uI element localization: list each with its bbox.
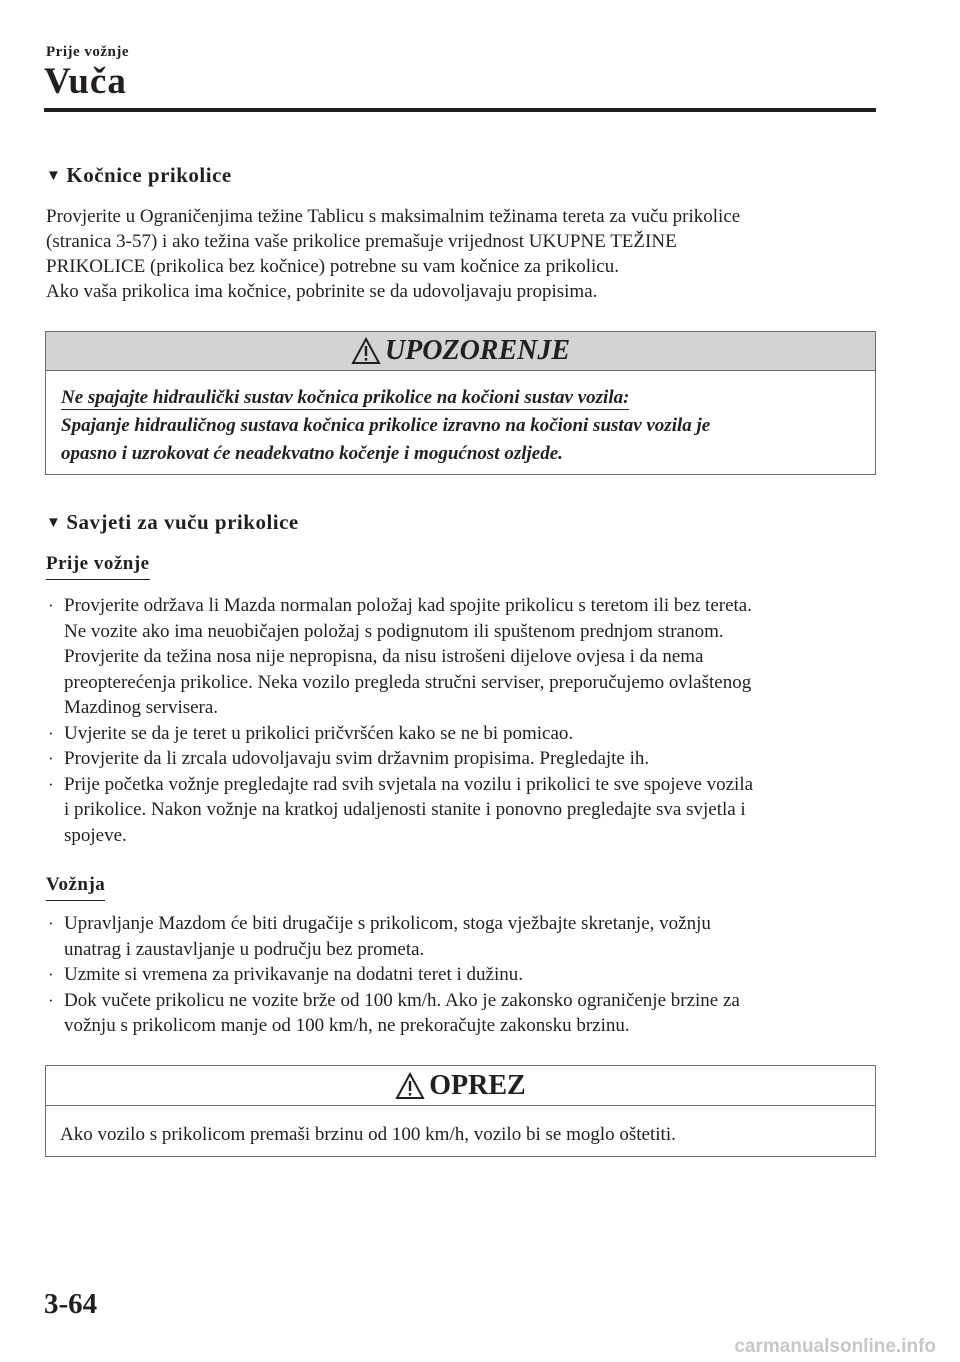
section-heading-text: Kočnice prikolice <box>66 163 232 187</box>
list-item-line: Provjerite da li zrcala udovoljavaju svim državnim propisima. Pregledajte ih. <box>64 748 650 769</box>
subheading-before-driving: Prije vožnje <box>46 553 150 580</box>
warning-header <box>46 332 875 371</box>
chapter-label: Prije vožnje <box>46 44 130 60</box>
list-item <box>46 911 740 962</box>
section-heading-brakes <box>46 163 232 188</box>
bullet-dot-icon: · <box>48 774 54 794</box>
list-item <box>46 772 753 849</box>
bullet-dot-icon: · <box>48 723 54 743</box>
warning-body <box>61 384 710 468</box>
bullet-dot-icon: · <box>48 965 54 984</box>
list-item-line: vožnju s prikolicom manje od 100 km/h, ne prekoračujte zakonsku brzinu. <box>64 1015 630 1036</box>
warning-line: Spajanje hidrauličnog sustava kočnica prikolice izravno na kočioni sustav vozila je <box>61 415 711 436</box>
paragraph-line: PRIKOLICE (prikolica bez kočnice) potrebne su vam kočnice za prikolicu. <box>46 256 619 277</box>
list-item-line: spojeve. <box>64 824 127 846</box>
driving-list <box>46 911 740 1039</box>
section-heading-tips <box>46 510 299 535</box>
before-driving-list <box>46 593 753 848</box>
list-item-line: Prije početka vožnje pregledajte rad svih svjetala na vozilu i prikolici te sve spojeve vozila <box>64 773 754 795</box>
bullet-dot-icon: · <box>48 596 54 615</box>
paragraph-line: (stranica 3-57) i ako težina vaše prikolice premašuje vrijednost UKUPNE TEŽINE <box>46 231 677 252</box>
bullet-dot-icon: · <box>48 749 54 768</box>
list-item-line: Provjerite održava li Mazda normalan položaj kad spojite prikolicu s teretom ili bez tereta. <box>64 595 752 616</box>
caution-box <box>45 1065 876 1157</box>
list-item-line: Mazdinog servisera. <box>64 697 219 718</box>
bullet-dot-icon: · <box>48 914 54 933</box>
warning-triangle-icon <box>395 1072 425 1100</box>
list-item-line: preopterećenja prikolice. Neka vozilo pregleda stručni serviser, preporučujemo ovlaštenog <box>64 671 752 693</box>
list-item <box>46 988 740 1039</box>
list-item-line: Uvjerite se da je teret u prikolici pričvršćen kako se ne bi pomicao. <box>64 722 574 744</box>
list-item-line: Dok vučete prikolicu ne vozite brže od 100 km/h. Ako je zakonsko ograničenje brzine za <box>64 989 740 1011</box>
header-divider <box>44 108 876 112</box>
caution-body: Ako vozilo s prikolicom premaši brzinu od 100 km/h, vozilo bi se moglo oštetiti. <box>60 1124 676 1145</box>
list-item-line: Upravljanje Mazdom će biti drugačije s prikolicom, stoga vježbajte skretanje, vožnju <box>64 913 711 934</box>
warning-line: opasno i uzrokovat će neadekvatno kočenje i mogućnost ozljede. <box>61 443 563 464</box>
list-item-line: Ne vozite ako ima neuobičajen položaj s podignutom ili spuštenom prednjom stranom. <box>64 620 724 642</box>
page-number: 3-64 <box>44 1288 98 1320</box>
paragraph-line: Provjerite u Ograničenjima težine Tablicu s maksimalnim težinama tereta za vuču prikolice <box>46 206 741 227</box>
warning-triangle-icon <box>351 337 381 365</box>
list-item <box>46 721 753 747</box>
warning-lead: Ne spajajte hidraulički sustav kočnica prikolice na kočioni sustav vozila: <box>61 387 630 408</box>
triangle-down-icon: ▼ <box>46 168 62 184</box>
warning-box <box>45 331 876 475</box>
list-item-line: Uzmite si vremena za privikavanje na dodatni teret i dužinu. <box>64 964 523 985</box>
page-title: Vuča <box>44 61 127 102</box>
bullet-dot-icon: · <box>48 990 54 1010</box>
paragraph-line: Ako vaša prikolica ima kočnice, pobrinite se da udovoljavaju propisima. <box>46 281 598 302</box>
subheading-driving: Vožnja <box>46 874 105 901</box>
list-item-line: i prikolice. Nakon vožnje na kratkoj udaljenosti stanite i ponovno pregledajte sva svjetla i <box>64 799 746 820</box>
list-item-line: Provjerite da težina nosa nije nepropisna, da nisu istrošeni dijelove ovjesa i da nema <box>64 646 704 667</box>
list-item <box>46 962 740 988</box>
section-heading-text: Savjeti za vuču prikolice <box>66 510 299 534</box>
caution-header <box>46 1066 875 1106</box>
list-item <box>46 746 753 772</box>
caution-title: OPREZ <box>429 1069 526 1101</box>
list-item <box>46 593 753 721</box>
watermark: carmanualsonline.info <box>734 1336 936 1357</box>
brakes-paragraph <box>46 204 740 304</box>
warning-title: UPOZORENJE <box>384 335 571 366</box>
list-item-line: unatrag i zaustavljanje u području bez prometa. <box>64 938 425 960</box>
triangle-down-icon: ▼ <box>46 515 62 531</box>
